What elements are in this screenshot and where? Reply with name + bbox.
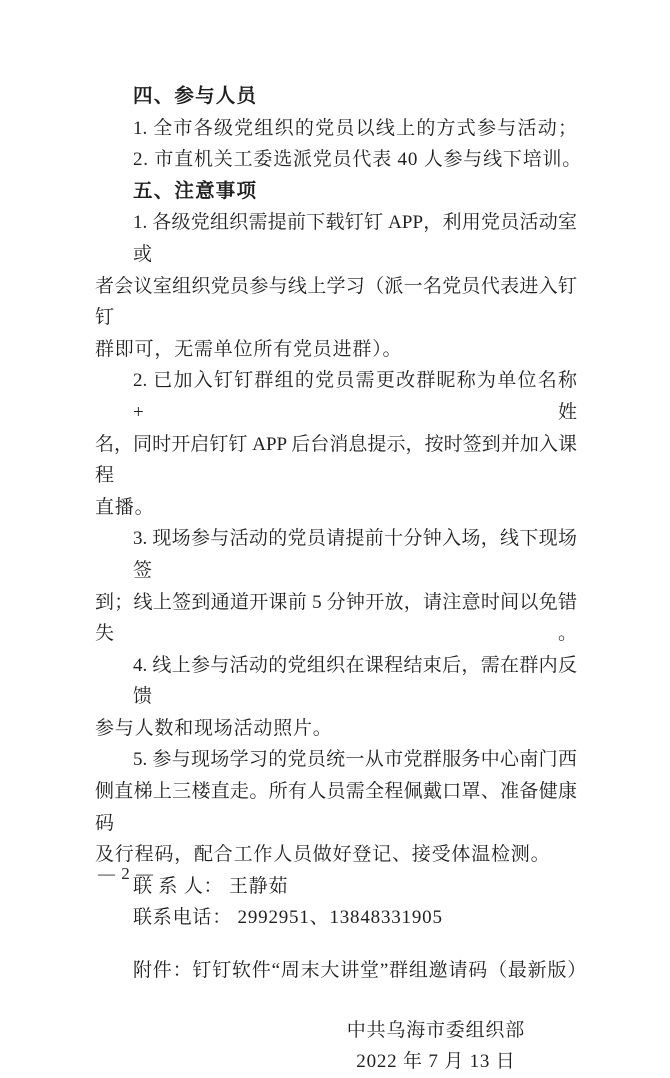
section-heading-notes: 五、注意事项 — [133, 179, 258, 202]
attachment-line: 附件：钉钉软件“周末大讲堂”群组邀请码（最新版） — [133, 960, 588, 982]
note-5-line-2: 侧直梯上三楼直走。所有人员需全程佩戴口罩、准备健康码 — [95, 781, 577, 834]
note-3-line-2: 到；线上签到通道开课前 5 分钟开放，请注意时间以免错失。 — [95, 591, 577, 645]
participants-item-2: 2. 市直机关工委选派党员代表 40 人参与线下培训。 — [133, 149, 583, 171]
contact-person: 联 系 人： 王静茹 — [133, 875, 289, 897]
note-1-line-1: 1. 各级党组织需提前下载钉钉 APP，利用党员活动室或 — [133, 212, 577, 265]
contact-phone: 联系电话： 2992951、13848331905 — [133, 907, 443, 929]
page-number: — 2 — — [98, 864, 154, 883]
note-2-line-3: 直播。 — [95, 496, 155, 518]
document-body — [95, 0, 588, 1078]
signature-block — [347, 1015, 525, 1078]
signature-org: 中共乌海市委组织部 — [346, 1019, 525, 1041]
note-2-line-1: 2. 已加入钉钉群组的党员需更改群昵称为单位名称+姓 — [133, 370, 577, 423]
note-2-line-2: 名，同时开启钉钉 APP 后台消息提示，按时签到并加入课程 — [95, 433, 577, 487]
note-1-line-2: 者会议室组织党员参与线上学习（派一名党员代表进入钉钉 — [95, 275, 577, 329]
section-heading-participants: 四、参与人员 — [133, 85, 258, 107]
signature-date: 2022 年 7 月 13 日 — [356, 1051, 516, 1073]
participants-item-1: 1. 全市各级党组织的党员以线上的方式参与活动； — [133, 117, 577, 139]
note-5-line-1: 5. 参与现场学习的党员统一从市党群服务中心南门西 — [133, 749, 577, 771]
note-3-line-1: 3. 现场参与活动的党员请提前十分钟入场，线下现场签 — [133, 528, 577, 581]
note-4-line-2: 参与人数和现场活动照片。 — [95, 717, 333, 739]
note-4-line-1: 4. 线上参与活动的党组织在课程结束后，需在群内反馈 — [133, 654, 577, 708]
note-5-line-3: 及行程码，配合工作人员做好登记、接受体温检测。 — [95, 844, 551, 866]
note-1-line-3: 群即可，无需单位所有党员进群）。 — [95, 338, 403, 360]
